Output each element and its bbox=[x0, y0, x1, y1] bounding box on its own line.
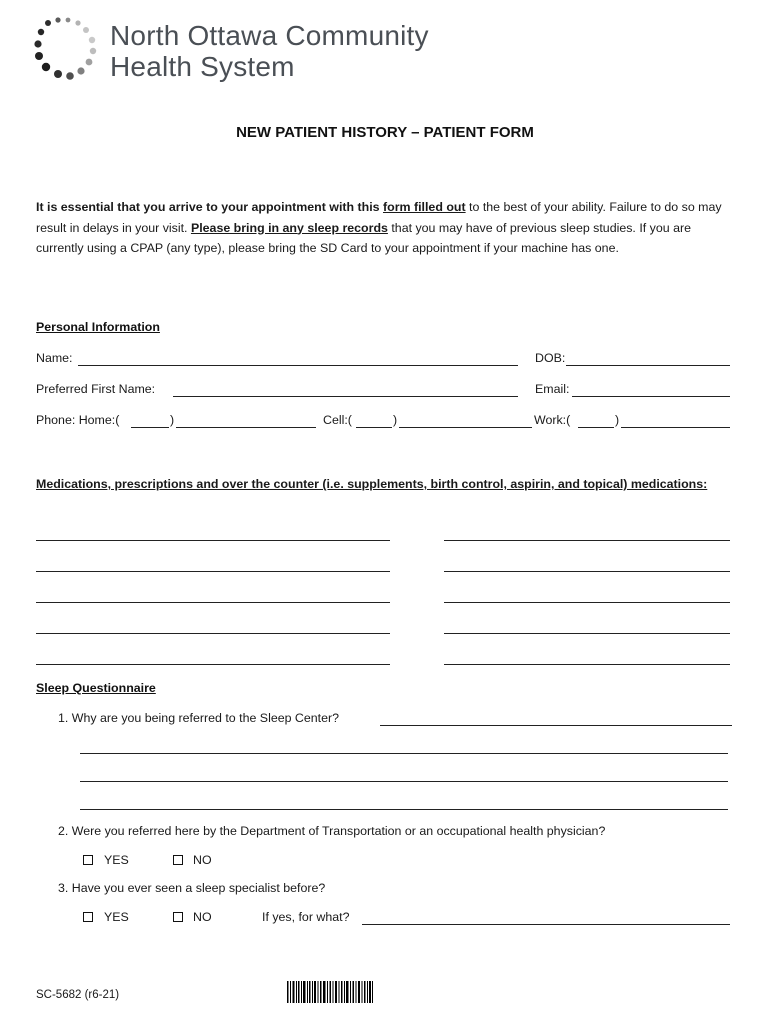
phone-home-label: Phone: Home:( bbox=[36, 413, 120, 427]
medication-line[interactable] bbox=[36, 540, 390, 541]
medication-line[interactable] bbox=[444, 571, 730, 572]
cell-paren-close: ) bbox=[393, 413, 398, 427]
if-yes-label: If yes, for what? bbox=[262, 910, 350, 924]
q1-answer-line[interactable] bbox=[80, 781, 728, 782]
sleep-questionnaire-heading: Sleep Questionnaire bbox=[36, 681, 156, 695]
dob-label: DOB: bbox=[535, 351, 566, 365]
medication-line[interactable] bbox=[444, 633, 730, 634]
work-area-code-field[interactable] bbox=[578, 427, 614, 428]
cell-phone-field[interactable] bbox=[399, 427, 532, 428]
intro-part1: It is essential that you arrive to your appointment with this bbox=[36, 200, 383, 214]
work-phone-field[interactable] bbox=[621, 427, 730, 428]
q2-yes-checkbox[interactable] bbox=[83, 855, 93, 865]
org-name-line2: Health System bbox=[110, 51, 295, 82]
dotted-circle-logo-icon bbox=[34, 17, 100, 83]
home-area-code-field[interactable] bbox=[131, 427, 169, 428]
medication-line[interactable] bbox=[444, 664, 730, 665]
q3-yes-checkbox[interactable] bbox=[83, 912, 93, 922]
preferred-name-field[interactable] bbox=[173, 396, 518, 397]
cell-area-code-field[interactable] bbox=[356, 427, 392, 428]
medication-line[interactable] bbox=[36, 571, 390, 572]
home-phone-field[interactable] bbox=[176, 427, 316, 428]
medication-line[interactable] bbox=[36, 664, 390, 665]
name-label: Name: bbox=[36, 351, 73, 365]
q2-no-label: NO bbox=[193, 853, 212, 867]
medication-line[interactable] bbox=[444, 602, 730, 603]
personal-info-heading: Personal Information bbox=[36, 320, 160, 334]
q2-no-checkbox[interactable] bbox=[173, 855, 183, 865]
intro-sleep-records: Please bring in any sleep records bbox=[190, 220, 388, 235]
org-name-line1: North Ottawa Community bbox=[110, 20, 429, 51]
q1-answer-line[interactable] bbox=[80, 809, 728, 810]
barcode-icon bbox=[287, 981, 373, 1003]
intro-paragraph bbox=[36, 197, 736, 259]
medication-line[interactable] bbox=[36, 602, 390, 603]
q1-answer-line[interactable] bbox=[80, 753, 728, 754]
work-label: Work:( bbox=[534, 413, 571, 427]
q3-yes-label: YES bbox=[104, 910, 129, 924]
preferred-name-label: Preferred First Name: bbox=[36, 382, 156, 396]
medication-line[interactable] bbox=[444, 540, 730, 541]
home-paren-close: ) bbox=[170, 413, 175, 427]
q2-yes-label: YES bbox=[104, 853, 129, 867]
question-3: 3. Have you ever seen a sleep specialist before? bbox=[58, 881, 326, 895]
question-2: 2. Were you referred here by the Department of Transportation or an occupational health physician? bbox=[58, 824, 606, 838]
work-paren-close: ) bbox=[615, 413, 620, 427]
cell-label: Cell:( bbox=[323, 413, 352, 427]
org-name bbox=[110, 20, 429, 82]
q3-no-checkbox[interactable] bbox=[173, 912, 183, 922]
email-field[interactable] bbox=[572, 396, 730, 397]
q1-answer-line[interactable] bbox=[380, 725, 732, 726]
intro-part5: that you may have of previous sleep studies. If you are currently using a CPAP (any type), please bring the SD Card to your appointment if your machine has one. bbox=[36, 220, 691, 255]
q3-no-label: NO bbox=[193, 910, 212, 924]
dob-field[interactable] bbox=[566, 365, 730, 366]
medications-heading: Medications, prescriptions and over the counter (i.e. supplements, birth control, aspirin, and topical) medications: bbox=[36, 477, 708, 491]
medication-line[interactable] bbox=[36, 633, 390, 634]
form-title: NEW PATIENT HISTORY – PATIENT FORM bbox=[236, 124, 534, 141]
form-code: SC-5682 (r6-21) bbox=[36, 989, 120, 1001]
if-yes-answer-line[interactable] bbox=[362, 924, 730, 925]
intro-form-filled-out: form filled out bbox=[383, 200, 466, 214]
name-field[interactable] bbox=[78, 365, 518, 366]
question-1: 1. Why are you being referred to the Sleep Center? bbox=[58, 711, 340, 725]
email-label: Email: bbox=[535, 382, 570, 396]
intro-part3: to the best of your ability. Failure to do so may result in delays in your visit. bbox=[36, 200, 722, 235]
